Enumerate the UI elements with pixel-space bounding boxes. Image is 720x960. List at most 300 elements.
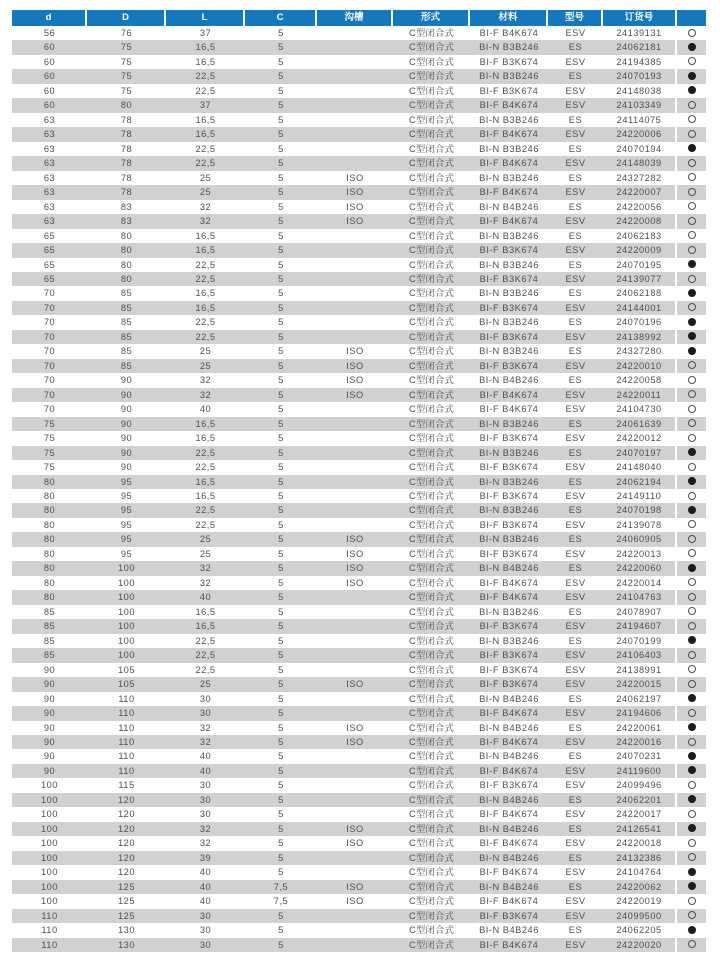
availability-dot-icon [688, 144, 696, 152]
cell-availability [677, 258, 706, 272]
cell-groove [317, 113, 393, 127]
cell-form: C型闭合式 [409, 736, 454, 747]
availability-dot-icon [688, 361, 696, 369]
table-row [12, 113, 706, 127]
cell-material: BI-F B4K674 [479, 765, 539, 776]
cell-model: ESV [565, 765, 586, 776]
cell-C: 5 [278, 230, 284, 241]
table-row [12, 344, 706, 358]
cell-D: 100 [117, 592, 135, 603]
cell-C: 5 [278, 867, 284, 878]
cell-availability [677, 532, 706, 546]
cell-model: ESV [565, 129, 586, 140]
cell-C: 5 [278, 794, 284, 805]
cell-material: BI-F B3K674 [479, 679, 539, 690]
cell-groove [317, 446, 393, 460]
cell-order-number: 24062205 [603, 923, 677, 937]
cell-availability [677, 460, 706, 474]
cell-C: 5 [278, 505, 284, 516]
cell-form: C型闭合式 [409, 230, 454, 241]
availability-dot-icon [688, 332, 696, 340]
cell-L: 25 [199, 187, 212, 198]
cell-d: 65 [43, 245, 56, 256]
cell-C: 5 [278, 635, 284, 646]
cell-form: C型闭合式 [409, 114, 454, 125]
availability-dot-icon [688, 29, 696, 37]
cell-L: 40 [199, 404, 212, 415]
cell-order-number: 24194607 [603, 619, 677, 633]
cell-C: 5 [278, 42, 284, 53]
cell-form: C型闭合式 [409, 925, 454, 936]
cell-D: 110 [118, 765, 135, 776]
cell-material: BI-N B3B246 [479, 143, 539, 154]
cell-form: C型闭合式 [409, 302, 454, 313]
table-row [12, 373, 706, 387]
cell-form: C型闭合式 [409, 852, 454, 863]
cell-d: 90 [43, 693, 56, 704]
cell-model: ESV [565, 896, 586, 907]
cell-C: 5 [278, 187, 284, 198]
cell-availability [677, 518, 706, 532]
cell-availability [677, 84, 706, 98]
cell-order-number: 24220014 [603, 576, 677, 590]
cell-d: 80 [43, 577, 56, 588]
availability-dot-icon [688, 926, 696, 934]
cell-material: BI-F B4K674 [479, 838, 539, 849]
availability-dot-icon [688, 463, 696, 471]
cell-material: BI-F B4K674 [479, 158, 539, 169]
availability-dot-icon [688, 275, 696, 283]
cell-form: C型闭合式 [409, 563, 454, 574]
table-row [12, 26, 706, 40]
cell-C: 5 [278, 563, 284, 574]
table-row [12, 69, 706, 83]
table-row [12, 156, 706, 170]
cell-form: C型闭合式 [409, 273, 454, 284]
cell-material: BI-N B4B246 [479, 881, 539, 892]
cell-availability [677, 576, 706, 590]
cell-order-number: 24220018 [603, 836, 677, 850]
cell-order-number: 24132386 [603, 851, 677, 865]
cell-C: 5 [278, 346, 284, 357]
cell-model: ESV [565, 462, 586, 473]
cell-material: BI-F B3K674 [479, 302, 539, 313]
cell-L: 40 [199, 765, 212, 776]
cell-order-number: 24099496 [603, 778, 677, 792]
cell-D: 90 [120, 375, 133, 386]
cell-L: 16,5 [195, 418, 216, 429]
cell-form: C型闭合式 [409, 491, 454, 501]
cell-C: 5 [278, 216, 284, 227]
cell-D: 95 [120, 476, 133, 487]
table-row [12, 865, 706, 879]
cell-groove [317, 590, 393, 604]
cell-L: 22,5 [195, 635, 216, 646]
cell-L: 25 [199, 548, 212, 559]
availability-dot-icon [688, 390, 696, 398]
cell-order-number: 24220019 [603, 894, 677, 908]
cell-d: 65 [43, 230, 56, 241]
cell-availability [677, 706, 706, 720]
cell-availability [677, 851, 706, 865]
cell-L: 30 [199, 693, 212, 704]
cell-L: 30 [199, 925, 212, 936]
cell-d: 70 [43, 302, 56, 313]
cell-groove [317, 605, 393, 619]
cell-L: 25 [199, 534, 212, 545]
cell-order-number: 24070194 [603, 142, 677, 156]
cell-material: BI-N B3B246 [479, 71, 539, 82]
cell-form: C型闭合式 [409, 780, 454, 791]
table-row [12, 286, 706, 300]
cell-D: 90 [120, 462, 133, 473]
cell-form: C型闭合式 [409, 346, 454, 357]
cell-availability [677, 344, 706, 358]
cell-material: BI-F B3K674 [479, 664, 539, 675]
availability-dot-icon [688, 723, 696, 731]
cell-form: C型闭合式 [409, 85, 454, 96]
cell-L: 32 [199, 838, 212, 849]
table-row [12, 489, 706, 503]
cell-groove [317, 301, 393, 315]
cell-L: 40 [199, 592, 212, 603]
cell-D: 83 [120, 216, 133, 227]
cell-material: BI-N B4B246 [479, 201, 539, 212]
cell-availability [677, 243, 706, 257]
cell-L: 32 [199, 736, 212, 747]
table-row [12, 938, 706, 952]
cell-C: 5 [278, 143, 284, 154]
table-row [12, 894, 706, 908]
cell-form: C型闭合式 [409, 71, 454, 82]
cell-model: ESV [565, 56, 586, 67]
availability-dot-icon [688, 43, 696, 51]
cell-d: 60 [43, 42, 56, 53]
cell-availability [677, 417, 706, 431]
cell-d: 75 [43, 447, 56, 458]
cell-groove [317, 706, 393, 720]
cell-D: 110 [118, 722, 135, 733]
table-row [12, 127, 706, 141]
cell-groove: ISO [346, 360, 364, 371]
cell-C: 5 [278, 736, 284, 747]
cell-order-number: 24220011 [603, 388, 677, 402]
table-row [12, 446, 706, 460]
cell-D: 80 [120, 259, 133, 270]
cell-form: C型闭合式 [409, 360, 454, 371]
cell-D: 85 [120, 288, 133, 299]
cell-model: ESV [565, 389, 586, 400]
availability-dot-icon [688, 752, 696, 760]
cell-groove [317, 431, 393, 445]
cell-C: 5 [278, 476, 284, 487]
cell-L: 30 [199, 939, 212, 950]
cell-C: 5 [278, 534, 284, 545]
cell-model: ES [568, 722, 583, 733]
table-row [12, 503, 706, 517]
cell-d: 80 [43, 548, 56, 559]
cell-L: 16,5 [195, 491, 216, 501]
availability-dot-icon [688, 810, 696, 818]
cell-form: C型闭合式 [409, 635, 454, 646]
cell-order-number: 24220058 [603, 373, 677, 387]
availability-dot-icon [688, 564, 696, 572]
cell-C: 5 [278, 751, 284, 762]
cell-order-number: 24062201 [603, 793, 677, 807]
column-header: C [245, 10, 317, 26]
cell-d: 100 [40, 794, 58, 805]
cell-groove: ISO [346, 736, 364, 747]
table-row [12, 778, 706, 792]
table-row [12, 431, 706, 445]
cell-form: C型闭合式 [409, 794, 454, 805]
cell-d: 100 [40, 896, 58, 907]
cell-L: 39 [199, 852, 212, 863]
column-header: 材料 [470, 10, 548, 26]
cell-form: C型闭合式 [409, 722, 454, 733]
cell-d: 90 [43, 708, 56, 719]
cell-availability [677, 634, 706, 648]
cell-d: 85 [43, 635, 56, 646]
cell-L: 25 [199, 346, 212, 357]
cell-model: ES [568, 42, 583, 53]
cell-form: C型闭合式 [409, 838, 454, 849]
cell-availability [677, 229, 706, 243]
cell-C: 5 [278, 331, 284, 342]
cell-availability [677, 55, 706, 69]
cell-groove: ISO [346, 577, 364, 588]
cell-model: ES [568, 852, 583, 863]
cell-d: 70 [43, 346, 56, 357]
cell-D: 95 [120, 534, 133, 545]
cell-material: BI-N B3B246 [479, 288, 539, 299]
cell-D: 75 [120, 71, 133, 82]
column-header: 形式 [393, 10, 470, 26]
cell-C: 5 [278, 462, 284, 473]
cell-d: 63 [43, 201, 56, 212]
cell-form: C型闭合式 [409, 245, 454, 256]
cell-form: C型闭合式 [409, 216, 454, 227]
cell-order-number: 24070195 [603, 258, 677, 272]
table-row [12, 923, 706, 937]
cell-material: BI-N B4B246 [479, 794, 539, 805]
cell-form: C型闭合式 [409, 693, 454, 704]
cell-D: 125 [117, 881, 135, 892]
table-row [12, 909, 706, 923]
cell-order-number: 24220013 [603, 547, 677, 561]
cell-availability [677, 315, 706, 329]
availability-dot-icon [688, 130, 696, 138]
cell-C: 7,5 [273, 896, 289, 907]
cell-model: ES [568, 693, 583, 704]
table-row [12, 40, 706, 54]
cell-L: 32 [199, 563, 212, 574]
cell-D: 80 [120, 245, 133, 256]
cell-D: 125 [117, 910, 135, 921]
cell-order-number: 24061639 [603, 417, 677, 431]
cell-material: BI-F B4K674 [479, 736, 539, 747]
cell-form: C型闭合式 [409, 28, 454, 38]
cell-model: ESV [565, 621, 586, 632]
cell-D: 75 [120, 56, 133, 67]
cell-order-number: 24104764 [603, 865, 677, 879]
cell-groove [317, 619, 393, 633]
cell-form: C型闭合式 [409, 129, 454, 140]
availability-dot-icon [688, 839, 696, 847]
cell-availability [677, 807, 706, 821]
cell-d: 63 [43, 216, 56, 227]
cell-availability [677, 171, 706, 185]
cell-model: ES [568, 230, 583, 241]
cell-C: 5 [278, 708, 284, 719]
cell-material: BI-F B3K674 [479, 433, 539, 444]
cell-form: C型闭合式 [409, 592, 454, 603]
availability-dot-icon [688, 549, 696, 557]
cell-groove [317, 330, 393, 344]
availability-dot-icon [688, 535, 696, 543]
cell-order-number: 24106403 [603, 648, 677, 662]
cell-D: 85 [120, 346, 133, 357]
cell-D: 76 [120, 28, 133, 38]
cell-form: C型闭合式 [409, 42, 454, 53]
cell-availability [677, 373, 706, 387]
cell-form: C型闭合式 [409, 158, 454, 169]
table-row [12, 388, 706, 402]
cell-order-number: 24126541 [603, 822, 677, 836]
cell-order-number: 24119600 [603, 764, 677, 778]
table-row [12, 851, 706, 865]
cell-C: 5 [278, 650, 284, 661]
cell-L: 32 [199, 389, 212, 400]
cell-order-number: 24139077 [603, 272, 677, 286]
table-row [12, 532, 706, 546]
cell-groove [317, 156, 393, 170]
cell-model: ESV [565, 548, 586, 559]
cell-model: ES [568, 563, 583, 574]
cell-material: BI-F B3K674 [479, 273, 539, 284]
cell-D: 120 [117, 852, 135, 863]
table-row [12, 214, 706, 228]
cell-model: ESV [565, 273, 586, 284]
table-row [12, 330, 706, 344]
table-row [12, 417, 706, 431]
cell-D: 85 [120, 302, 133, 313]
cell-D: 130 [117, 925, 135, 936]
cell-availability [677, 822, 706, 836]
cell-order-number: 24078907 [603, 605, 677, 619]
cell-availability [677, 938, 706, 952]
cell-L: 22,5 [195, 158, 216, 169]
availability-dot-icon [688, 694, 696, 702]
cell-d: 63 [43, 143, 56, 154]
cell-order-number: 24062183 [603, 229, 677, 243]
cell-order-number: 24148038 [603, 84, 677, 98]
cell-d: 100 [40, 780, 58, 791]
table-row [12, 605, 706, 619]
cell-availability [677, 909, 706, 923]
cell-L: 32 [199, 375, 212, 386]
cell-order-number: 24070198 [603, 503, 677, 517]
cell-D: 95 [120, 548, 133, 559]
cell-model: ES [568, 823, 583, 834]
cell-L: 22,5 [195, 143, 216, 154]
cell-material: BI-F B3K674 [479, 360, 539, 371]
cell-material: BI-N B3B246 [479, 606, 539, 617]
availability-dot-icon [688, 911, 696, 919]
cell-model: ES [568, 925, 583, 936]
cell-d: 80 [43, 534, 56, 545]
cell-groove: ISO [346, 722, 364, 733]
table-row [12, 706, 706, 720]
cell-groove [317, 127, 393, 141]
cell-L: 40 [199, 867, 212, 878]
cell-material: BI-N B3B246 [479, 447, 539, 458]
availability-dot-icon [688, 578, 696, 586]
cell-L: 37 [199, 100, 212, 111]
cell-material: BI-N B3B246 [479, 505, 539, 516]
cell-L: 22,5 [195, 650, 216, 661]
table-row [12, 735, 706, 749]
cell-groove [317, 142, 393, 156]
cell-order-number: 24327280 [603, 344, 677, 358]
cell-model: ESV [565, 216, 586, 227]
table-row [12, 243, 706, 257]
cell-material: BI-F B4K674 [479, 809, 539, 820]
cell-L: 32 [199, 216, 212, 227]
cell-L: 16,5 [195, 114, 216, 125]
table-row [12, 807, 706, 821]
table-row [12, 677, 706, 691]
cell-d: 100 [40, 838, 58, 849]
cell-C: 5 [278, 577, 284, 588]
cell-order-number: 24220062 [603, 880, 677, 894]
cell-d: 100 [40, 881, 58, 892]
table-row [12, 84, 706, 98]
cell-C: 5 [278, 273, 284, 284]
cell-form: C型闭合式 [409, 418, 454, 429]
cell-form: C型闭合式 [409, 896, 454, 907]
cell-availability [677, 663, 706, 677]
cell-availability [677, 40, 706, 54]
table-row [12, 793, 706, 807]
cell-C: 5 [278, 939, 284, 950]
cell-groove: ISO [346, 881, 364, 892]
cell-model: ESV [565, 404, 586, 415]
product-table [12, 10, 706, 952]
cell-groove [317, 475, 393, 489]
cell-d: 90 [43, 664, 56, 675]
cell-groove [317, 503, 393, 517]
cell-C: 5 [278, 433, 284, 444]
cell-availability [677, 359, 706, 373]
cell-groove [317, 634, 393, 648]
availability-dot-icon [688, 318, 696, 326]
cell-material: BI-F B4K674 [479, 389, 539, 400]
cell-order-number: 24148040 [603, 460, 677, 474]
cell-order-number: 24149110 [603, 489, 677, 503]
cell-groove: ISO [346, 172, 364, 183]
availability-dot-icon [688, 665, 696, 673]
table-row [12, 142, 706, 156]
cell-form: C型闭合式 [409, 433, 454, 444]
cell-material: BI-N B3B246 [479, 635, 539, 646]
cell-form: C型闭合式 [409, 809, 454, 820]
cell-availability [677, 431, 706, 445]
cell-model: ESV [565, 491, 586, 501]
cell-groove: ISO [346, 187, 364, 198]
cell-D: 95 [120, 519, 133, 530]
table-row [12, 171, 706, 185]
